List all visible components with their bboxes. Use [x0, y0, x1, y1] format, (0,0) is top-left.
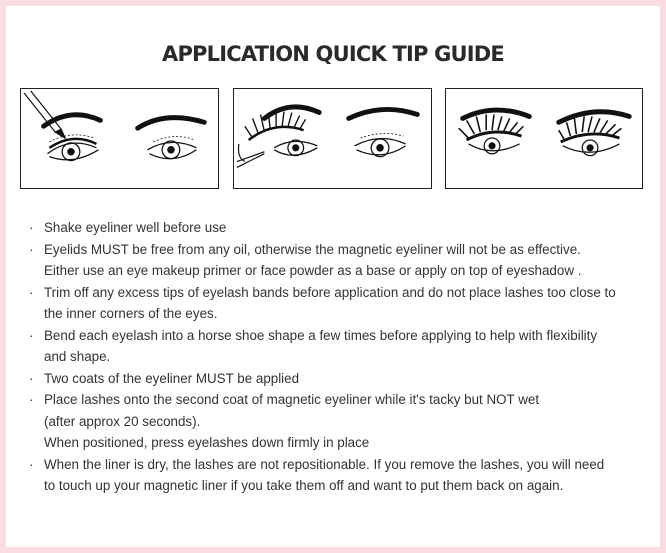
bullet-point: · — [29, 370, 34, 386]
tip-text-line: to touch up your magnetic liner if you take them off and want to put them back on again. — [44, 478, 564, 493]
tip-text-line: Shake eyeliner well before use — [44, 220, 227, 235]
tip-text-line: Place lashes onto the second coat of magnetic eyeliner while it's tacky but NOT wet — [44, 392, 540, 407]
tip-item — [26, 389, 646, 454]
page-title: APPLICATION QUICK TIP GUIDE — [162, 42, 504, 66]
bullet-point: · — [29, 241, 34, 257]
tip-text-line: and shape. — [44, 349, 111, 364]
bullet-point: · — [29, 284, 34, 300]
illustration-panel-1 — [20, 88, 219, 189]
lash-placement-icon — [234, 89, 431, 188]
tip-text-line: Eyelids MUST be free from any oil, otherwise the magnetic eyeliner will not be as effective. — [44, 241, 581, 257]
tip-item — [26, 368, 646, 390]
bullet-point: · — [29, 327, 34, 343]
tip-item — [26, 454, 646, 497]
bullet-point: · — [29, 392, 34, 407]
bullet-point: · — [29, 456, 34, 472]
illustration-panel-3 — [445, 88, 643, 189]
tip-item — [26, 325, 646, 368]
tip-text-line: Bend each eyelash into a horse shoe shape a few times before applying to help with flexibility — [44, 327, 598, 343]
bullet-point: · — [29, 220, 34, 235]
eyeliner-application-icon — [21, 89, 218, 188]
tip-text-line: the inner corners of the eyes. — [44, 306, 218, 321]
tips-list — [26, 217, 646, 497]
tip-guide-card — [6, 6, 660, 547]
tip-text-line: Trim off any excess tips of eyelash bands before application and do not place lashes too close to — [44, 284, 616, 300]
tip-text-line: Two coats of the eyeliner MUST be applied — [44, 370, 300, 386]
tip-item — [26, 217, 646, 239]
tip-text-line: (after approx 20 seconds). — [44, 413, 201, 429]
tip-item — [26, 282, 646, 325]
illustration-panel-2 — [233, 88, 432, 189]
tip-item — [26, 239, 646, 282]
finished-lashes-icon — [446, 89, 642, 188]
tip-text-line: Either use an eye makeup primer or face powder as a base or apply on top of eyeshadow . — [44, 263, 582, 278]
tip-text-line: When positioned, press eyelashes down firmly in place — [44, 435, 370, 450]
tip-text-line: When the liner is dry, the lashes are not repositionable. If you remove the lashes, you will need — [44, 456, 605, 472]
